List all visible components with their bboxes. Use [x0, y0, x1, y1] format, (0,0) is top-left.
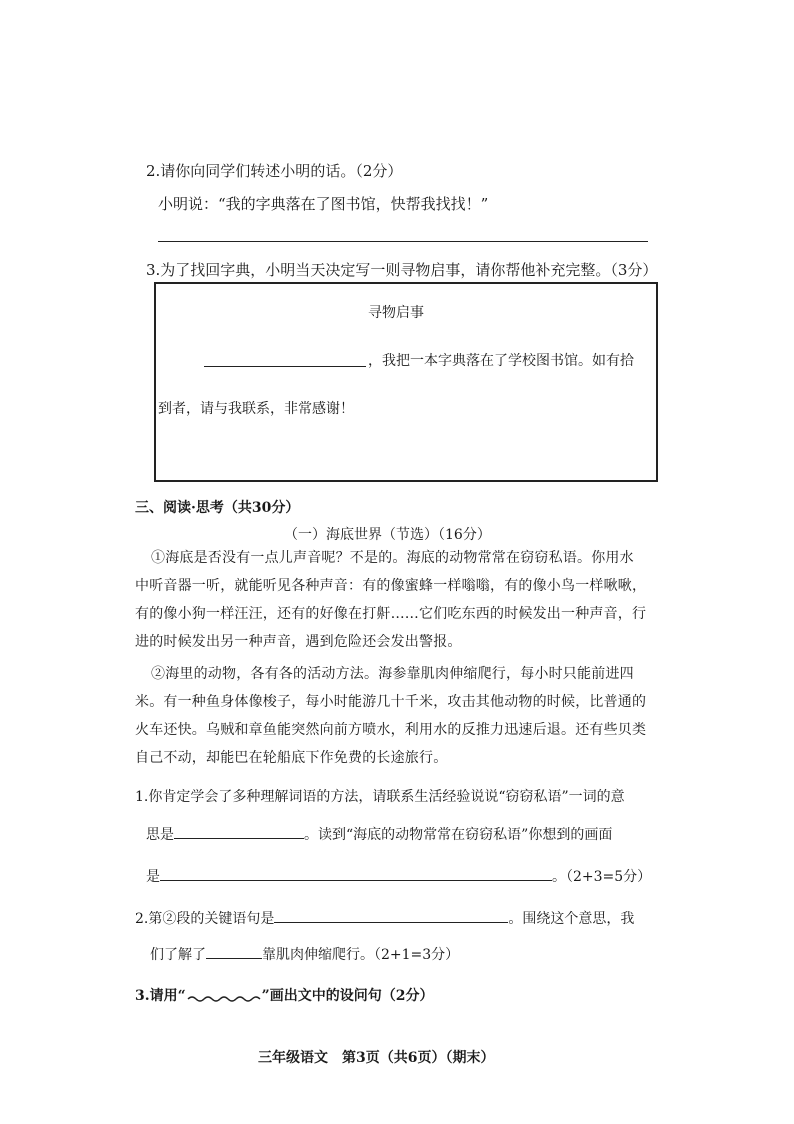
- reading-q1-line1: 1.你肯定学会了多种理解词语的方法，请联系生活经验说说“窃窃私语”一词的意: [135, 789, 625, 805]
- reading-q2-line2: [150, 944, 459, 964]
- paragraph-1: [135, 544, 646, 656]
- reading-q2-line1: [135, 908, 634, 928]
- para1-line: ①海底是否没有一点儿声音呢？不是的。海底的动物常常在窃窃私语。你用水: [151, 550, 634, 566]
- reading-q1-line2: [146, 824, 612, 844]
- para1-line: 进的时候发出另一种声音，遇到危险还会发出警报。: [135, 634, 462, 650]
- reading-q2-text: 们了解了: [150, 947, 206, 963]
- reading-q1-text: 。（2+3=5分）: [552, 869, 652, 885]
- reading-q2-text: 2.第②段的关键语句是: [135, 911, 275, 927]
- para2-line: 米。有一种鱼身体像梭子，每小时能游几十千米，攻击其他动物的时候，比普通的: [135, 694, 647, 710]
- notice-title: 寻物启事: [368, 305, 424, 321]
- para2-line: 火车还快。乌贼和章鱼能突然向前方喷水，利用水的反推力迅速后退。还有些贝类: [135, 722, 647, 738]
- wavy-line-icon: [186, 989, 262, 1003]
- key-sentence-blank[interactable]: [274, 908, 508, 923]
- reading-q1-line3: [146, 866, 651, 886]
- q3-question: 3.为了找回字典，小明当天决定写一则寻物启事，请你帮他补充完整。（3分）: [146, 261, 658, 279]
- reading-q2-text: 靠肌肉伸缩爬行。（2+1=3分）: [262, 947, 460, 963]
- para2-line: ②海里的动物，各有各的活动方法。海参靠肌肉伸缩爬行，每小时只能前进四: [151, 666, 634, 682]
- reading-q1-text: 思是: [146, 827, 174, 843]
- page-footer: 三年级语文 第3页（共6页）（期末）: [258, 1050, 495, 1066]
- q2-answer-line[interactable]: [158, 241, 648, 242]
- para1-line: 中听音器一听，就能听见各种声音：有的像蜜蜂一样嗡嗡，有的像小鸟一样啾啾，: [135, 578, 647, 594]
- reading-q3: [135, 985, 433, 1005]
- para2-line: 自己不动，却能巴在轮船底下作免费的长途旅行。: [135, 750, 448, 766]
- passage-title: （一）海底世界（节选）（16分）: [284, 527, 491, 543]
- notice-line2: 到者，请与我联系，非常感谢！: [158, 401, 354, 417]
- lost-notice-box: [154, 282, 658, 482]
- reading-q1-text: 是: [146, 869, 160, 885]
- para1-line: 有的像小狗一样汪汪，还有的好像在打鼾……它们吃东西的时候发出一种声音，行: [135, 606, 647, 622]
- reading-q1-text: 。读到“海底的动物常常在窃窃私语”你想到的画面: [304, 827, 613, 843]
- paragraph-2: [135, 660, 646, 772]
- q2-question: 2.请你向同学们转述小明的话。（2分）: [146, 162, 403, 180]
- reading-q3-text: ”画出文中的设问句（2分）: [261, 988, 434, 1004]
- reading-q3-text: 3.请用“: [135, 988, 186, 1004]
- notice-line1: ，我把一本字典落在了学校图书馆。如有拾: [368, 353, 634, 369]
- meaning-blank[interactable]: [174, 824, 304, 839]
- notice-blank[interactable]: [204, 366, 366, 367]
- animal-blank[interactable]: [206, 944, 262, 959]
- section-heading: 三、阅读·思考（共30分）: [135, 500, 300, 516]
- imagined-scene-blank[interactable]: [160, 866, 552, 881]
- q2-quote: 小明说：“我的字典落在了图书馆，快帮我找找！”: [158, 195, 489, 213]
- reading-q2-text: 。围绕这个意思，我: [508, 911, 635, 927]
